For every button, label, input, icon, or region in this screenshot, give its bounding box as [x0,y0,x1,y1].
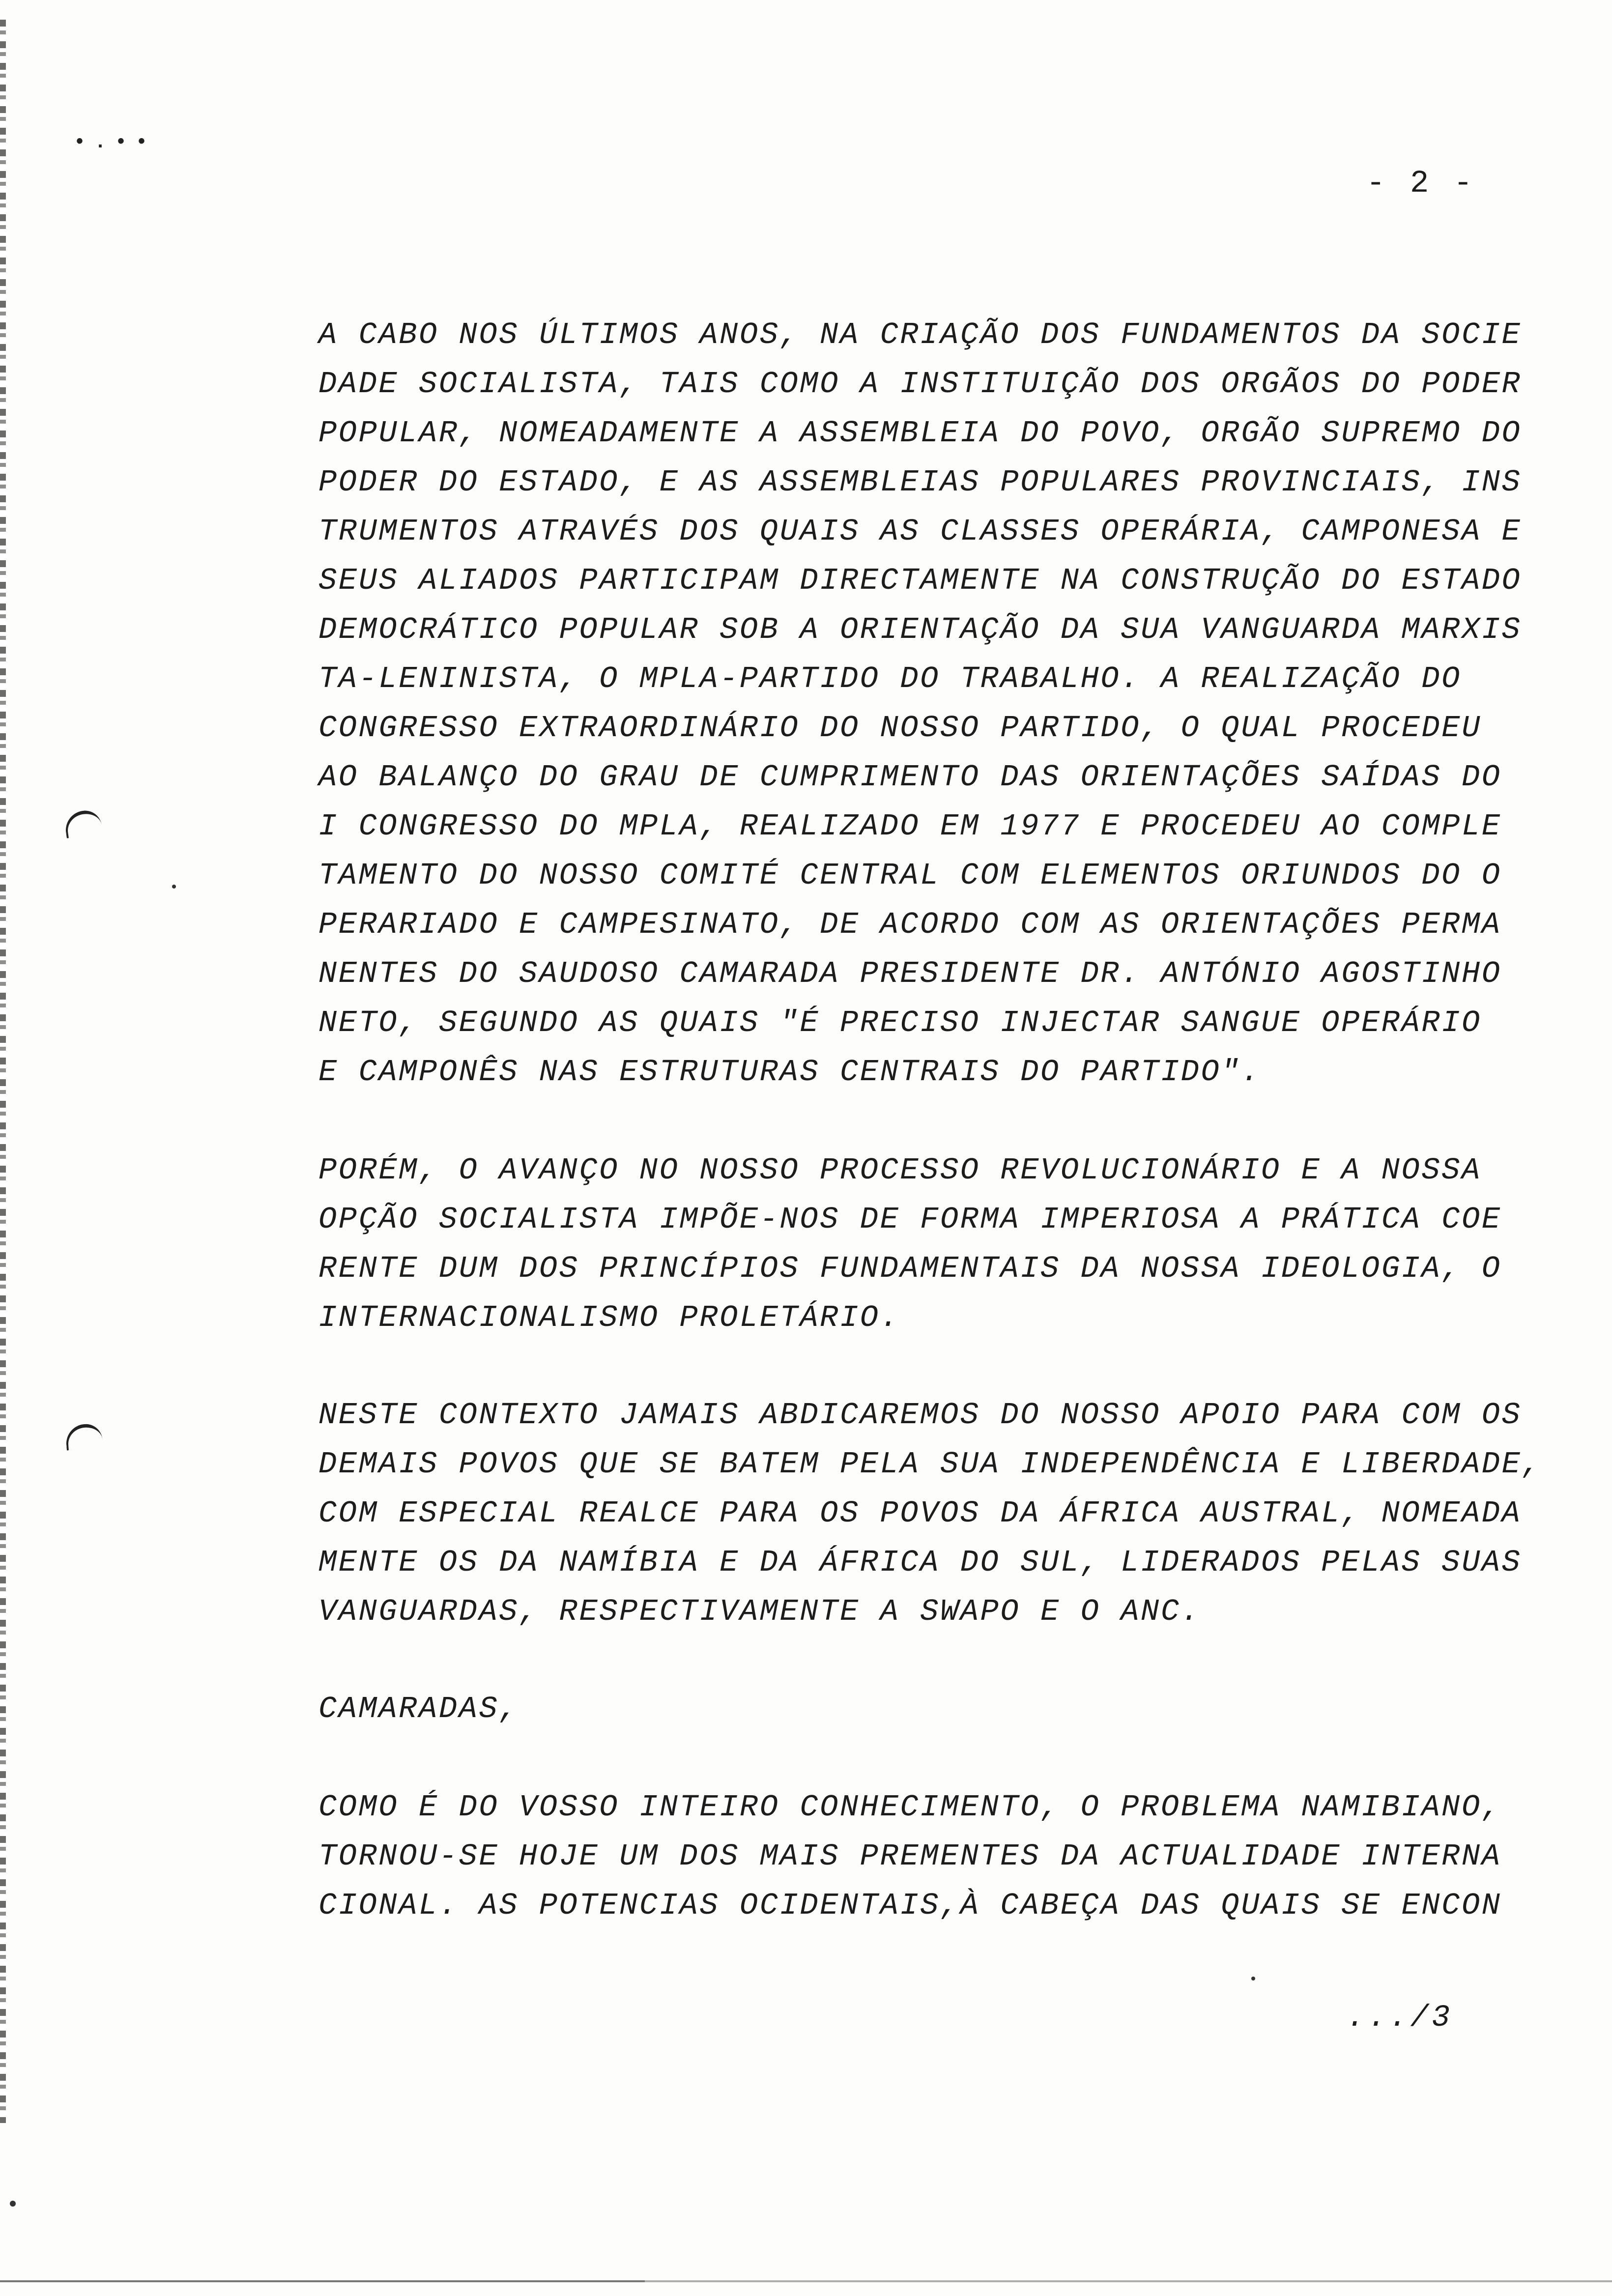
text-line: RENTE DUM DOS PRINCÍPIOS FUNDAMENTAIS DA NOSSA IDEOLOGIA, O [318,1251,1502,1286]
text-line: CONGRESSO EXTRAORDINÁRIO DO NOSSO PARTIDO, O QUAL PROCEDEU [318,711,1482,746]
text-line: DEMAIS POVOS QUE SE BATEM PELA SUA INDEPENDÊNCIA E LIBERDADE, [318,1447,1542,1482]
text-line: PODER DO ESTADO, E AS ASSEMBLEIAS POPULARES PROVINCIAIS, INS [318,465,1522,500]
paragraph-2 [318,1146,1527,1343]
text-line: TAMENTO DO NOSSO COMITÉ CENTRAL COM ELEMENTOS ORIUNDOS DO O [318,858,1502,893]
punch-hole-mark [63,808,103,838]
text-line: MENTE OS DA NAMÍBIA E DA ÁFRICA DO SUL, LIDERADOS PELAS SUAS [318,1545,1522,1580]
text-line: NETO, SEGUNDO AS QUAIS "É PRECISO INJECTAR SANGUE OPERÁRIO [318,1005,1482,1040]
text-line: NESTE CONTEXTO JAMAIS ABDICAREMOS DO NOSSO APOIO PARA COM OS [318,1398,1522,1433]
text-line: OPÇÃO SOCIALISTA IMPÕE-NOS DE FORMA IMPERIOSA A PRÁTICA COE [318,1202,1502,1237]
salutation-text: CAMARADAS, [318,1692,519,1726]
text-line: E CAMPONÊS NAS ESTRUTURAS CENTRAIS DO PARTIDO". [318,1055,1261,1090]
text-line: VANGUARDAS, RESPECTIVAMENTE A SWAPO E O ANC. [318,1594,1201,1629]
text-line: PERARIADO E CAMPESINATO, DE ACORDO COM AS ORIENTAÇÕES PERMA [318,907,1502,942]
text-line: COM ESPECIAL REALCE PARA OS POVOS DA ÁFRICA AUSTRAL, NOMEADA [318,1496,1522,1531]
text-line: TA-LENINISTA, O MPLA-PARTIDO DO TRABALHO. A REALIZAÇÃO DO [318,661,1462,696]
text-line: TORNOU-SE HOJE UM DOS MAIS PREMENTES DA ACTUALIDADE INTERNA [318,1839,1502,1874]
paragraph-3 [318,1391,1542,1636]
text-line: SEUS ALIADOS PARTICIPAM DIRECTAMENTE NA CONSTRUÇÃO DO ESTADO [318,563,1522,598]
continuation-marker: .../3 [1347,2000,1453,2035]
scan-speck [1251,1977,1255,1980]
paragraph-4 [318,1783,1527,1930]
page-number: - 2 - [1366,166,1476,201]
salutation [318,1685,1527,1734]
text-line: A CABO NOS ÚLTIMOS ANOS, NA CRIAÇÃO DOS FUNDAMENTOS DA SOCIE [318,317,1522,352]
text-line: DEMOCRÁTICO POPULAR SOB A ORIENTAÇÃO DA SUA VANGUARDA MARXIS [318,612,1522,647]
text-line: CIONAL. AS POTENCIAS OCIDENTAIS,À CABEÇA DAS QUAIS SE ENCON [318,1888,1502,1923]
text-line: AO BALANÇO DO GRAU DE CUMPRIMENTO DAS ORIENTAÇÕES SAÍDAS DO [318,760,1502,795]
paragraph-1 [318,311,1527,1097]
text-line: POPULAR, NOMEADAMENTE A ASSEMBLEIA DO POVO, ORGÃO SUPREMO DO [318,416,1522,451]
text-line: I CONGRESSO DO MPLA, REALIZADO EM 1977 E PROCEDEU AO COMPLE [318,809,1502,844]
text-line: DADE SOCIALISTA, TAIS COMO A INSTITUIÇÃO DOS ORGÃOS DO PODER [318,367,1522,402]
binding-edge [0,20,6,2123]
text-line: COMO É DO VOSSO INTEIRO CONHECIMENTO, O PROBLEMA NAMIBIANO, [318,1790,1502,1825]
text-line: PORÉM, O AVANÇO NO NOSSO PROCESSO REVOLUCIONÁRIO E A NOSSA [318,1153,1482,1188]
scan-speck [172,885,176,889]
scan-speck [10,2201,16,2207]
text-line: NENTES DO SAUDOSO CAMARADA PRESIDENTE DR. ANTÓNIO AGOSTINHO [318,956,1502,991]
punch-hole-mark [65,1423,103,1450]
text-line: TRUMENTOS ATRAVÉS DOS QUAIS AS CLASSES OPERÁRIA, CAMPONESA E [318,514,1522,549]
bottom-edge-line [0,2280,1612,2282]
scan-marks: •.•• [74,132,157,154]
text-line: INTERNACIONALISMO PROLETÁRIO. [318,1300,900,1335]
